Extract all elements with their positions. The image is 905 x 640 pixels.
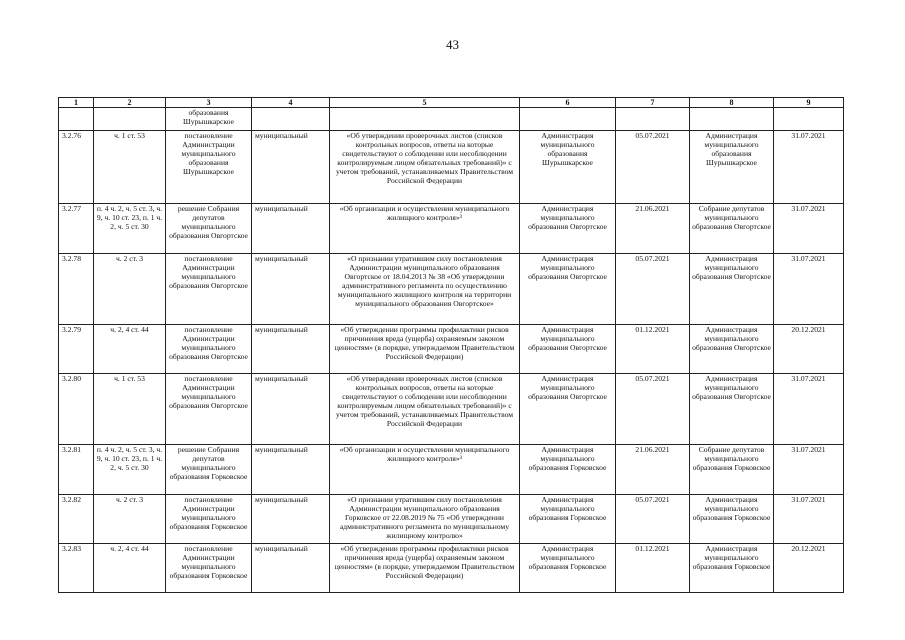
table-cell-act-type: постановление Администрации муниципального образования Шурышкарское [166,131,252,204]
table-cell-developer: Администрация муниципального образования Овгортское [520,325,616,374]
table-cell-norm: ч. 1 ст. 53 [94,131,166,204]
table-cell-date: 21.06.2021 [616,204,690,254]
table-cell-title: «Об организации и осуществлении муниципального жилищного контроля»³ [330,204,520,254]
table-cell-number: 3.2.80 [59,374,94,445]
table-cell-developer: Администрация муниципального образования Горковское [520,495,616,544]
table-cell-deadline: 31.07.2021 [774,254,844,325]
table-cell-level: муниципальный [252,131,330,204]
table-row [59,325,844,374]
table-cell-norm: ч. 2 ст. 3 [94,495,166,544]
table-cell-developer: Администрация муниципального образования Шурышкарское [520,131,616,204]
table-cell-number: 3.2.83 [59,544,94,593]
column-header: 3 [166,98,252,108]
table-cell-norm: ч. 2, 4 ст. 44 [94,325,166,374]
table-cell-deadline: 31.07.2021 [774,131,844,204]
column-header: 6 [520,98,616,108]
column-header: 7 [616,98,690,108]
table-cell-deadline: 31.07.2021 [774,445,844,495]
table-cell-level: муниципальный [252,544,330,593]
table-cell-developer: Администрация муниципального образования Овгортское [520,254,616,325]
column-header: 8 [690,98,774,108]
table-cell-title: «Об утверждении программы профилактики рисков причинения вреда (ущерба) охраняемым законом ценностям» (в порядке, утверждаемом Правительством Российской Федерации) [330,325,520,374]
table-cell-adopter: Администрация муниципального образования Овгортское [690,254,774,325]
table-cell-date: 05.07.2021 [616,495,690,544]
table-cell-number: 3.2.81 [59,445,94,495]
table-cell-adopter: Администрация муниципального образования Овгортское [690,374,774,445]
table-row [59,495,844,544]
table-cell-number: 3.2.76 [59,131,94,204]
table-row-continuation [59,108,844,131]
table-cell [616,108,690,131]
table-cell-number: 3.2.79 [59,325,94,374]
table-cell-deadline: 31.07.2021 [774,495,844,544]
table-cell-number: 3.2.78 [59,254,94,325]
table-row [59,374,844,445]
table-cell-number: 3.2.82 [59,495,94,544]
table-row [59,131,844,204]
table-cell-title: «О признании утратившим силу постановления Администрации муниципального образования Овгортское от 18.04.2013 № 38 «Об утверждении административного регламента по осуществлению муниципального жилищного контроля на территории муниципального образования Овгортское» [330,254,520,325]
legal-acts-table [58,97,844,593]
table-cell [252,108,330,131]
table-cell-deadline: 20.12.2021 [774,544,844,593]
table-cell-developer: Администрация муниципального образования Овгортское [520,204,616,254]
table-cell [690,108,774,131]
column-header: 9 [774,98,844,108]
table-cell-adopter: Администрация муниципального образования Горковское [690,495,774,544]
table-cell-act-type: решение Собрания депутатов муниципального образования Овгортское [166,204,252,254]
table-cell-act-type: образования Шурышкарское [166,108,252,131]
table-cell-level: муниципальный [252,495,330,544]
table-cell-level: муниципальный [252,204,330,254]
table-cell [330,108,520,131]
table-cell-act-type: постановление Администрации муниципального образования Овгортское [166,325,252,374]
table-cell-act-type: постановление Администрации муниципального образования Горковское [166,544,252,593]
table-cell-date: 05.07.2021 [616,254,690,325]
table-cell-title: «Об утверждении проверочных листов (списков контрольных вопросов, ответы на которые свидетельствуют о соблюдении или несоблюдении контролируемым лицом обязательных требований)» с учетом требований, устанавливаемых Правительством Российской Федерации [330,131,520,204]
table-cell-act-type: решение Собрания депутатов муниципального образования Горковское [166,445,252,495]
table-cell-level: муниципальный [252,445,330,495]
table-cell-deadline: 31.07.2021 [774,204,844,254]
table-row [59,204,844,254]
table-row [59,445,844,495]
column-header: 4 [252,98,330,108]
table-cell-norm: п. 4 ч. 2, ч. 5 ст. 3, ч. 9, ч. 10 ст. 23, п. 1 ч. 2, ч. 5 ст. 30 [94,445,166,495]
table-cell-date: 01.12.2021 [616,325,690,374]
table-cell [59,108,94,131]
table-cell-level: муниципальный [252,374,330,445]
table-cell [520,108,616,131]
table-cell-adopter: Администрация муниципального образования Овгортское [690,325,774,374]
table-cell-developer: Администрация муниципального образования Горковское [520,445,616,495]
table-cell-level: муниципальный [252,325,330,374]
table-cell-adopter: Собрание депутатов муниципального образования Овгортское [690,204,774,254]
table-cell-norm: ч. 1 ст. 53 [94,374,166,445]
table-cell-level: муниципальный [252,254,330,325]
table-cell-adopter: Собрание депутатов муниципального образования Горковское [690,445,774,495]
table-cell-date: 21.06.2021 [616,445,690,495]
table-row [59,254,844,325]
table-cell-deadline: 31.07.2021 [774,374,844,445]
table-header-row [59,98,844,108]
table-cell-adopter: Администрация муниципального образования Горковское [690,544,774,593]
table-cell-act-type: постановление Администрации муниципального образования Овгортское [166,254,252,325]
table-cell-number: 3.2.77 [59,204,94,254]
table-cell-date: 05.07.2021 [616,374,690,445]
table-cell-title: «Об утверждении программы профилактики рисков причинения вреда (ущерба) охраняемым законом ценностям» (в порядке, утверждаемом Правительством Российской Федерации) [330,544,520,593]
table-cell-title: «О признании утратившим силу постановления Администрации муниципального образования Горковское от 22.08.2019 № 75 «Об утверждении административного регламента по муниципальному жилищному контролю» [330,495,520,544]
table-cell-adopter: Администрация муниципального образования Шурышкарское [690,131,774,204]
table-cell-title: «Об утверждении проверочных листов (списков контрольных вопросов, ответы на которые свидетельствуют о соблюдении или несоблюдении контролируемым лицом обязательных требований)» с учетом требований, устанавливаемых Правительством Российской Федерации [330,374,520,445]
table-cell [774,108,844,131]
table-cell-developer: Администрация муниципального образования Горковское [520,544,616,593]
table-cell-norm: ч. 2 ст. 3 [94,254,166,325]
table-cell-norm: п. 4 ч. 2, ч. 5 ст. 3, ч. 9, ч. 10 ст. 23, п. 1 ч. 2, ч. 5 ст. 30 [94,204,166,254]
table-cell-norm: ч. 2, 4 ст. 44 [94,544,166,593]
table-cell-deadline: 20.12.2021 [774,325,844,374]
table-cell-act-type: постановление Администрации муниципального образования Овгортское [166,374,252,445]
table-row [59,544,844,593]
column-header: 1 [59,98,94,108]
column-header: 2 [94,98,166,108]
table-cell-act-type: постановление Администрации муниципального образования Горковское [166,495,252,544]
table-cell-developer: Администрация муниципального образования Овгортское [520,374,616,445]
document-table-container [58,97,843,593]
column-header: 5 [330,98,520,108]
table-cell-title: «Об организации и осуществлении муниципального жилищного контроля»³ [330,445,520,495]
page-number: 43 [446,37,459,52]
table-cell [94,108,166,131]
table-cell-date: 05.07.2021 [616,131,690,204]
table-cell-date: 01.12.2021 [616,544,690,593]
